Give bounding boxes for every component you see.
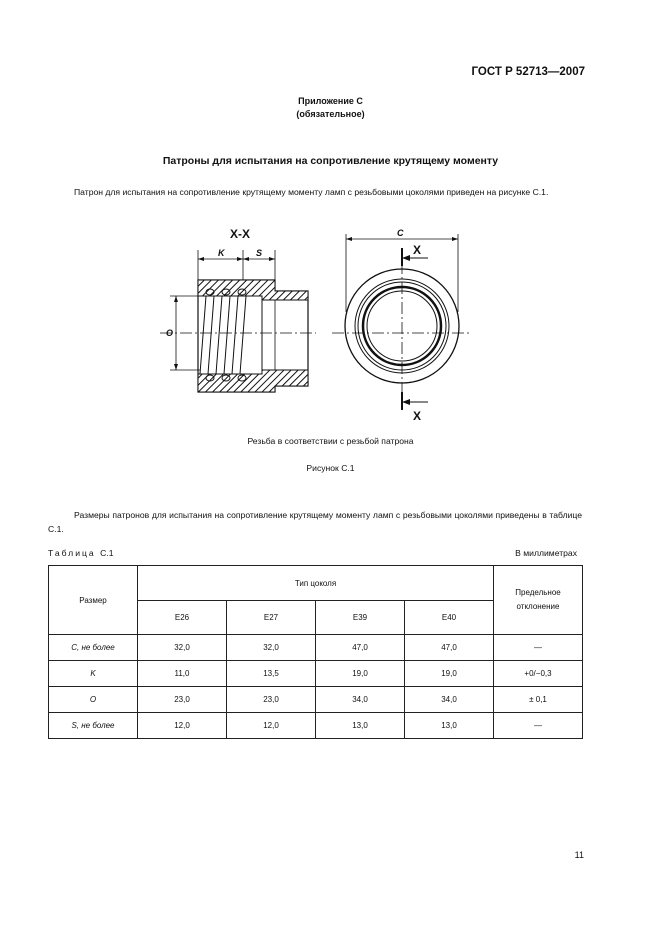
front-view [332,228,470,422]
table-cell: 47,0 [316,635,405,661]
section-view [160,227,316,392]
section-mark-bottom: X [413,409,422,422]
row-size: С, не более [49,635,138,661]
table-cell: 13,0 [405,713,494,739]
table-header-row [49,566,583,601]
header-base-type: Тип цоколя [138,566,494,601]
row-tolerance: +0/−0,3 [494,661,583,687]
header-size: Размер [49,566,138,635]
standard-number: ГОСТ Р 52713—2007 [471,66,585,78]
dimensions-table [48,565,583,739]
table-caption [48,548,113,558]
table-cell: 32,0 [227,635,316,661]
figure-caption: Рисунок С.1 [306,463,355,473]
appendix-status: (обязательное) [296,109,365,119]
table-cell: 34,0 [316,687,405,713]
section-mark-top: X [413,243,422,257]
table-cell: 23,0 [227,687,316,713]
table-cell: 13,5 [227,661,316,687]
table-caption-number: С.1 [100,548,114,558]
table-cell: 32,0 [138,635,227,661]
dim-s-label: S [256,248,263,258]
table-cell: 19,0 [316,661,405,687]
appendix-title: Приложение С [298,96,363,106]
table-cell: 23,0 [138,687,227,713]
page-number: 11 [574,850,584,860]
thread-note: Резьба в соответствии с резьбой патрона [247,436,414,446]
row-size: K [49,661,138,687]
table-row [49,635,583,661]
row-tolerance: — [494,635,583,661]
table-cell: 19,0 [405,661,494,687]
section-label: X-X [230,227,251,241]
header-base: E39 [316,601,405,635]
section-title: Патроны для испытания на сопротивление крутящему моменту [162,155,499,167]
paragraph-intro: Патрон для испытания на сопротивление крутящему моменту ламп с резьбовыми цоколями приведен на рисунке С.1. [74,187,549,197]
dim-k-label: K [218,248,225,258]
table-caption-word: Таблица [48,548,96,558]
table-cell: 13,0 [316,713,405,739]
table-row [49,661,583,687]
figure-c1 [0,222,661,422]
header-base: E40 [405,601,494,635]
table-row [49,713,583,739]
row-tolerance: ± 0,1 [494,687,583,713]
table-cell: 11,0 [138,661,227,687]
table-cell: 34,0 [405,687,494,713]
header-base: E27 [227,601,316,635]
dim-c-label: C [397,228,404,238]
table-cell: 47,0 [405,635,494,661]
table-row [49,687,583,713]
row-tolerance: — [494,713,583,739]
header-tolerance: Предельное отклонение [494,566,583,635]
paragraph-table-intro: Размеры патронов для испытания на сопротивление крутящему моменту ламп с резьбовыми цоколями приведены в таблице С.1. [48,510,582,534]
row-size: O [49,687,138,713]
table-cell: 12,0 [227,713,316,739]
table-units: В миллиметрах [515,548,577,558]
dim-o-label: O [166,328,174,338]
header-base: E26 [138,601,227,635]
table-cell: 12,0 [138,713,227,739]
row-size: S, не более [49,713,138,739]
